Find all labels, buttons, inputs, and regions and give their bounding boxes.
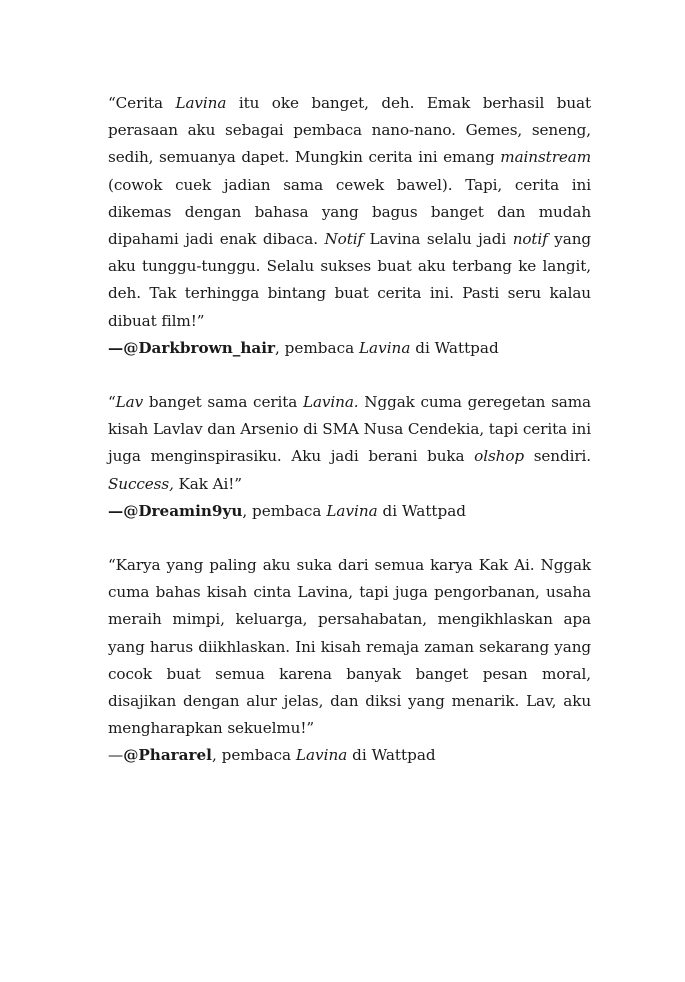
quote-text: Kak Ai!” — [173, 474, 242, 493]
quote-text-italic: olshop — [474, 447, 525, 466]
quote-text: yang aku tunggu-tunggu. Selalu sukses buat aku terbang ke langit, deh. Tak terhingga bintang buat cerita ini. Pasti seru kalau dibuat film!” — [108, 230, 591, 330]
attribution-dash: — — [108, 338, 124, 357]
testimonial-attribution — [108, 498, 591, 525]
quote-text: Nggak cuma geregetan sama kisah Lavlav dan Arsenio di SMA Nusa Cendekia, tapi cerita ini juga menginspirasiku. Aku jadi berani buka — [108, 393, 591, 466]
quote-text-italic: Lav — [115, 393, 144, 412]
testimonial-attribution — [108, 335, 591, 362]
quote-text: (cowok cuek jadian sama cewek bawel). Tapi, cerita ini dikemas dengan bahasa yang bagus banget dan mudah dipahami jadi enak dibaca. — [108, 175, 591, 249]
quote-text: “Cerita — [108, 94, 176, 112]
testimonial-quote — [108, 552, 591, 742]
quote-text: Lavina selalu jadi — [362, 230, 513, 249]
testimonial-attribution — [108, 742, 591, 769]
quote-text-italic: Notif — [324, 230, 363, 249]
attribution-role: , pembaca — [275, 338, 359, 357]
book-title: Lavina — [326, 501, 378, 520]
attribution-dash: — — [108, 501, 124, 520]
quote-text-italic: mainstream — [500, 148, 591, 167]
quote-text: itu oke banget, deh. Emak berhasil buat perasaan aku sebagai pembaca nano-nano. Gemes, seneng, sedih, semuanya dapet. Mungkin cerita ini emang — [108, 94, 591, 167]
attribution-dash: — — [108, 746, 124, 765]
attribution-role: , pembaca — [211, 746, 296, 765]
quote-text-italic: Success, — [108, 474, 174, 493]
reviewer-handle: @Dreamin9yu — [123, 501, 243, 520]
reviewer-handle: @Phararel — [123, 746, 212, 765]
testimonial-1 — [108, 90, 591, 362]
quote-text-italic: notif — [512, 230, 548, 249]
testimonial-quote — [108, 90, 591, 335]
quote-text: banget sama cerita — [143, 393, 303, 412]
reviewer-handle: @Darkbrown_hair — [123, 338, 276, 357]
quote-text: “ — [108, 393, 116, 412]
book-title: Lavina — [358, 338, 411, 357]
book-page — [108, 90, 591, 797]
attribution-role: , pembaca — [242, 501, 327, 520]
attribution-platform: di Wattpad — [410, 338, 499, 357]
quote-text: “Karya yang paling aku suka dari semua karya Kak Ai. Nggak cuma bahas kisah cinta Lavina, tapi juga pengorbanan, usaha meraih mimpi, keluarga, persahabatan, mengikhlaskan apa yang harus diikhlaskan. Ini kisah remaja zaman sekarang yang cocok buat semua karena banyak banget pesan moral, disajikan dengan alur jelas, dan diksi yang menarik. Lav, aku mengharapkan sekuelmu!” — [108, 556, 591, 738]
testimonial-3 — [108, 552, 591, 770]
testimonial-quote — [108, 389, 591, 498]
attribution-platform: di Wattpad — [377, 501, 467, 520]
quote-text-italic: Lavina. — [302, 393, 359, 412]
attribution-platform: di Wattpad — [347, 746, 436, 765]
quote-text-italic: Lavina — [175, 94, 227, 112]
testimonial-2 — [108, 389, 591, 525]
book-title: Lavina — [295, 746, 348, 765]
quote-text: sendiri. — [524, 447, 592, 466]
